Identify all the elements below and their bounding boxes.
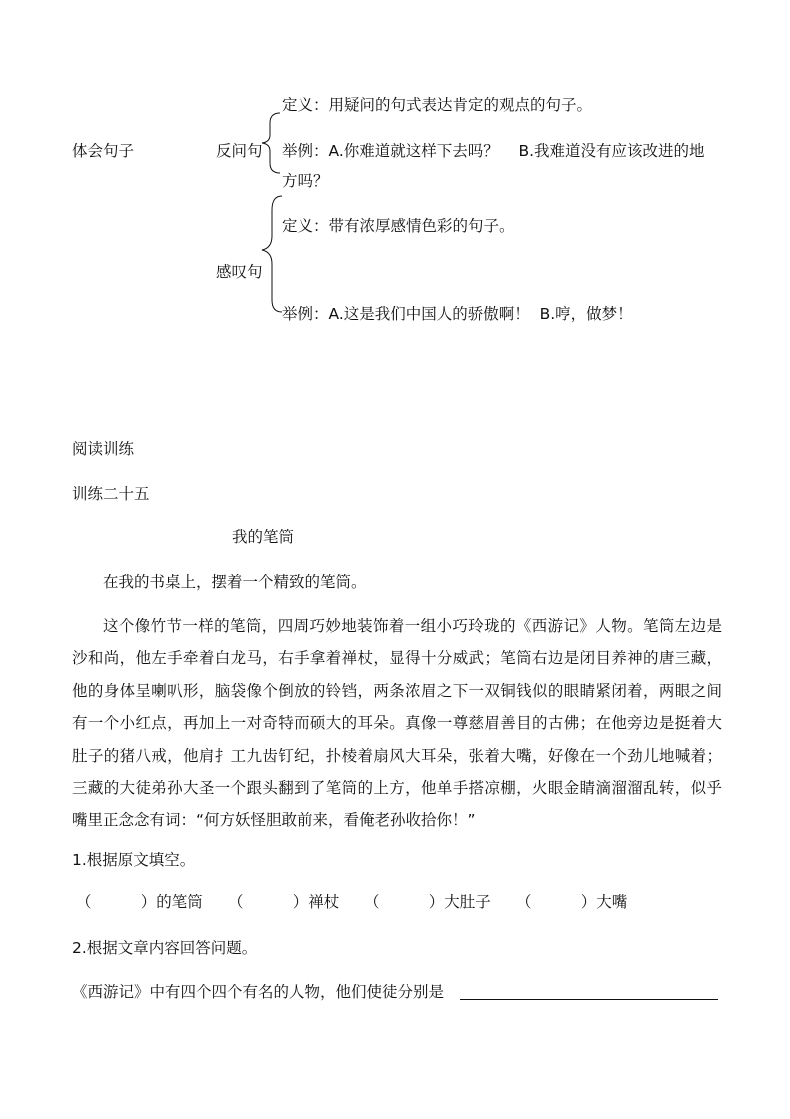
exclamatory-label: 感叹句 [216, 263, 263, 281]
exclamatory-definition: 定义：带有浓厚感情色彩的句子。 [282, 217, 515, 235]
paragraph-1: 在我的书桌上，摆着一个精致的笔筒。 [103, 573, 367, 591]
answer-blank-line[interactable] [460, 999, 718, 1000]
exclamatory-example: 举例：A.这是我们中国人的骄傲啊！ B.哼，做梦！ [282, 305, 633, 323]
question-2: 2.根据文章内容回答问题。 [72, 939, 258, 957]
article-title: 我的笔筒 [232, 528, 295, 546]
rhetorical-definition: 定义：用疑问的句式表达肯定的观点的句子。 [282, 96, 593, 114]
blank-item-2: （ ）禅杖 [228, 893, 340, 911]
paragraph-2: 这个像竹节一样的笔筒，四周巧妙地装饰着一组小巧玲珑的《西游记》人物。笔筒左边是沙和尚，他左手牵着白龙马，右手拿着禅杖，显得十分威武；笔筒右边是闭目养神的唐三藏，他的身体呈喇叭形，脑袋像个倒放的铃铛，两条浓眉之下一双铜钱似的眼睛紧闭着，两眼之间有一个小红点，再加上一对奇特而硕大的耳朵。真像一尊慈眉善目的古佛；在他旁边是挺着大肚子的猪八戒，他肩扌工九齿钉纪，扑棱着扇风大耳朵，张着大嘴，好像在一个劲儿地喊着；三藏的大徒弟孙大圣一个跟头翻到了笔筒的上方，他单手搭凉棚，火眼金睛滴溜溜乱转，似乎嘴里正念念有词：“何方妖怪胆敢前来，看俺老孙收拾你！” [72, 617, 722, 830]
blank-item-3: （ ）大肚子 [364, 893, 491, 911]
blank-item-4: （ ）大嘴 [516, 893, 628, 911]
blank-item-1: （ ）的笔筒 [76, 893, 203, 911]
section-heading: 阅读训练 [72, 440, 135, 458]
exercise-heading: 训练二十五 [72, 485, 150, 503]
question-2-text: 《西游记》中有四个四个有名的人物，他们使徒分别是 [72, 983, 445, 1001]
outline-topic: 体会句子 [72, 142, 135, 160]
rhetorical-example-line2: 方吗？ [282, 172, 329, 190]
rhetorical-question-label: 反问句 [216, 142, 263, 160]
rhetorical-example-line1: 举例：A.你难道就这样下去吗？ B.我难道没有应该改进的地 [282, 142, 705, 160]
question-1: 1.根据原文填空。 [72, 851, 196, 869]
